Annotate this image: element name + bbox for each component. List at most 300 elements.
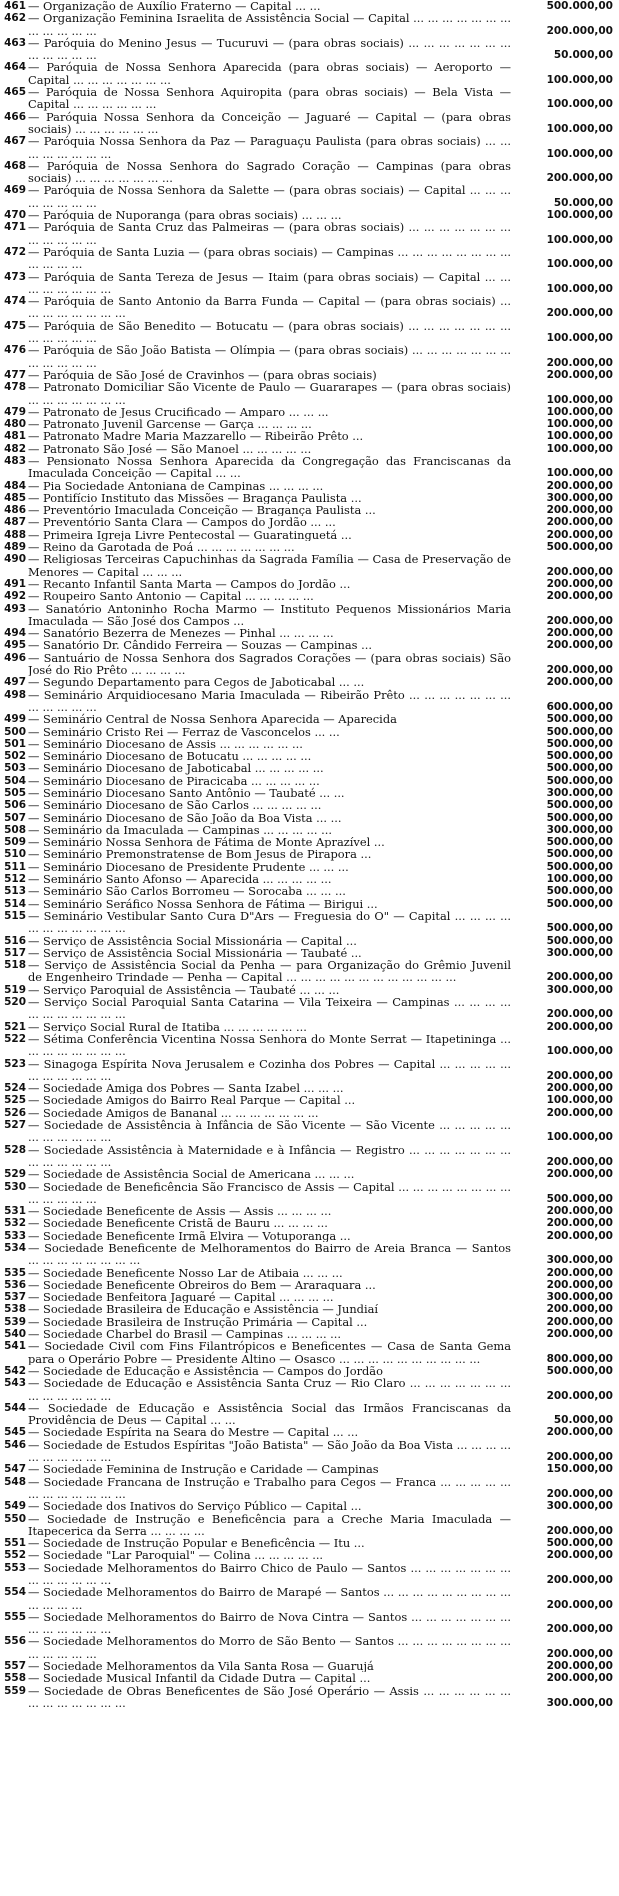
entry-amount: 200.000,00 <box>546 479 613 492</box>
list-item <box>4 12 613 37</box>
list-item <box>4 1230 613 1242</box>
entry-number: 539 <box>4 1315 26 1328</box>
entry-number: 507 <box>4 811 26 824</box>
entry-amount: 600.000,00 <box>546 700 613 713</box>
entry-amount: 500.000,00 <box>546 762 613 775</box>
entry-number: 467 <box>4 135 26 148</box>
entry-description: — Paróquia de São José de Cravinhos — (para obras sociais) <box>28 368 377 382</box>
list-item <box>4 1685 613 1710</box>
entry-amount: 100.000,00 <box>546 209 613 222</box>
entry-description: — Serviço Social Paroquial Santa Catarina — Vila Teixeira — Campinas ... ... ... ... ... ... ... ... ... ... ... <box>28 996 511 1021</box>
entry-amount: 200.000,00 <box>546 1672 613 1685</box>
entry-description: — Sociedade Beneficente Irmã Elvira — Votuporanga ... <box>28 1229 351 1242</box>
entry-amount: 200.000,00 <box>546 1229 613 1242</box>
entry-amount: 100.000,00 <box>546 873 613 886</box>
entry-description: — Sociedade de Assistência à Infância de São Vicente — São Vicente ... ... ... ... ... ... ... ... ... ... ... <box>28 1119 511 1144</box>
entry-description: — Patronato São José — São Manoel ... ... ... ... ... <box>28 442 312 455</box>
entry-amount: 200.000,00 <box>546 1574 613 1586</box>
entry-description: — Paróquia de Santa Luzia — (para obras sociais) — Campinas ... ... ... ... ... ... ... ... ... ... ... ... <box>28 245 511 271</box>
entry-description: — Paróquia de Santa Tereza de Jesus — Itaim (para obras sociais) — Capital ... ... ... ... ... ... ... ... <box>28 270 511 296</box>
list-item <box>4 1217 613 1229</box>
entry-description: — Sociedade Amigos do Bairro Real Parque — Capital ... <box>28 1094 356 1107</box>
entry-description: — Segundo Departamento para Cegos de Jaboticabal ... ... <box>28 676 365 689</box>
list-item <box>4 480 613 492</box>
list-item <box>4 799 613 811</box>
list-item <box>4 1144 613 1169</box>
list-item <box>4 344 613 369</box>
entry-number: 496 <box>4 651 26 664</box>
list-item <box>4 627 613 639</box>
entry-amount: 100.000,00 <box>546 418 613 431</box>
entry-number: 492 <box>4 590 26 603</box>
entry-number: 498 <box>4 688 26 701</box>
entry-number: 529 <box>4 1168 26 1181</box>
entry-amount: 200.000,00 <box>546 1069 613 1082</box>
entry-description: — Seminário Diocesano de São João da Boa Vista ... ... <box>28 811 342 824</box>
entry-description: — Sociedade Francana de Instrução e Trabalho para Cegos — Franca ... ... ... ... ... ... ... ... ... ... ... ... <box>28 1475 511 1501</box>
entry-number: 549 <box>4 1500 26 1513</box>
entry-amount: 100.000,00 <box>546 467 613 480</box>
entry-description: — Reino da Garotada de Poá ... ... ... ... ... ... ... <box>28 541 295 554</box>
entry-amount: 200.000,00 <box>546 1082 613 1095</box>
list-item <box>4 1500 613 1512</box>
list-item <box>4 1168 613 1180</box>
entry-description: — Seminário Diocesano de Presidente Prudente ... ... ... <box>28 860 349 874</box>
entry-number: 516 <box>4 934 26 947</box>
entry-number: 488 <box>4 528 26 541</box>
entry-description: — Serviço Paroquial de Assistência — Taubaté ... ... ... <box>28 983 340 997</box>
list-item <box>4 676 613 688</box>
list-item <box>4 1476 613 1501</box>
entry-number: 476 <box>4 344 26 357</box>
entry-amount: 300.000,00 <box>546 823 613 836</box>
entry-amount: 100.000,00 <box>546 258 613 271</box>
entry-number: 481 <box>4 430 26 443</box>
entry-number: 471 <box>4 221 26 234</box>
entry-description: — Sociedade Melhoramentos do Bairro de Nova Cintra — Santos ... ... ... ... ... ... ... ... ... ... ... ... ... <box>28 1610 511 1636</box>
entry-amount: 100.000,00 <box>546 430 613 443</box>
entry-number: 532 <box>4 1217 26 1230</box>
entry-description: — Seminário Diocesano de Assis ... ... ... ... ... ... <box>28 737 303 751</box>
entry-description: — Religiosas Terceiras Capuchinhas da Sagrada Família — Casa de Preservação de Menores — Capital ... ... ... <box>28 553 511 578</box>
entry-description: — Sociedade Melhoramentos do Morro de São Bento — Santos ... ... ... ... ... ... ... ... ... ... ... ... ... <box>28 1635 511 1661</box>
entry-description: — Seminário Diocesano Santo Antônio — Taubaté ... ... <box>28 787 345 800</box>
list-item <box>4 553 613 578</box>
entry-description: — Seminário Diocesano de Jaboticabal ... ... ... ... ... <box>28 762 324 775</box>
entry-description: — Roupeiro Santo Antonio — Capital ... ... ... ... ... <box>28 590 314 603</box>
list-item <box>4 1242 613 1267</box>
entry-amount: 100.000,00 <box>546 233 613 246</box>
entry-description: — Paróquia de Santo Antonio da Barra Funda — Capital — (para obras sociais) ... ... ... ... ... ... ... ... <box>28 295 511 320</box>
entry-amount: 500.000,00 <box>546 934 613 947</box>
entry-number: 548 <box>4 1475 26 1488</box>
list-item <box>4 1082 613 1094</box>
entry-amount: 200.000,00 <box>546 1008 613 1021</box>
entry-description: — Paróquia Nossa Senhora da Paz — Paraguaçu Paulista (para obras sociais) ... ... ... ... ... ... ... ... <box>28 135 511 160</box>
entry-description: — Sociedade Brasileira de Instrução Primária — Capital ... <box>28 1315 368 1329</box>
list-item <box>4 1513 613 1538</box>
entry-number: 512 <box>4 873 26 886</box>
entry-description: — Sociedade Melhoramentos do Bairro Chico de Paulo — Santos ... ... ... ... ... ... ... ... ... ... ... ... ... <box>28 1561 511 1587</box>
entry-amount: 200.000,00 <box>546 1598 613 1611</box>
list-item <box>4 0 613 12</box>
entry-amount: 100.000,00 <box>546 1045 613 1058</box>
list-item <box>4 111 613 136</box>
entry-number: 546 <box>4 1438 26 1451</box>
entry-description: — Seminário Cristo Rei — Ferraz de Vasconcelos ... ... <box>28 725 340 738</box>
list-item <box>4 1267 613 1279</box>
list-item <box>4 1549 613 1561</box>
entry-description: — Pontifício Instituto das Missões — Bragança Paulista ... <box>28 491 362 505</box>
entry-number: 497 <box>4 676 26 689</box>
entry-amount: 200.000,00 <box>546 516 613 529</box>
entry-description: — Sociedade Amiga dos Pobres — Santa Izabel ... ... ... <box>28 1082 344 1095</box>
list-item <box>4 221 613 246</box>
list-item <box>4 1672 613 1684</box>
entry-number: 547 <box>4 1463 26 1476</box>
entry-description: — Seminário Vestibular Santo Cura D"Ars — Freguesia do O" — Capital ... ... ... ... ... ... ... ... ... ... ... <box>28 909 511 935</box>
entry-amount: 500.000,00 <box>546 713 613 726</box>
entry-description: — Seminário Nossa Senhora de Fátima de Monte Aprazível ... <box>28 836 385 849</box>
entry-amount: 200.000,00 <box>546 1524 613 1537</box>
entry-amount: 500.000,00 <box>546 725 613 738</box>
entry-number: 556 <box>4 1635 26 1648</box>
entry-number: 489 <box>4 541 26 554</box>
entry-amount: 100.000,00 <box>546 1131 613 1144</box>
list-item <box>4 762 613 774</box>
entry-description: — Seminário Premonstratense de Bom Jesus de Pirapora ... <box>28 848 372 861</box>
list-item <box>4 836 613 848</box>
entry-description: — Sociedade "Lar Paroquial" — Colina ... ... ... ... ... <box>28 1549 324 1562</box>
entry-description: — Patronato de Jesus Crucificado — Amparo ... ... ... <box>28 405 329 419</box>
list-item <box>4 246 613 271</box>
entry-amount: 200.000,00 <box>546 1205 613 1218</box>
list-item <box>4 639 613 651</box>
entry-number: 535 <box>4 1266 26 1279</box>
entry-amount: 500.000,00 <box>546 0 613 12</box>
entry-number: 484 <box>4 479 26 492</box>
list-item <box>4 775 613 787</box>
entry-amount: 200.000,00 <box>546 1155 613 1168</box>
entry-amount: 300.000,00 <box>546 787 613 799</box>
entry-description: — Sociedade de Instrução Popular e Beneficência — Itu ... <box>28 1537 365 1550</box>
list-item <box>4 1058 613 1083</box>
entry-number: 466 <box>4 110 26 123</box>
entry-amount: 200.000,00 <box>546 676 613 689</box>
entry-number: 510 <box>4 848 26 861</box>
entry-description: — Sanatório Antoninho Rocha Marmo — Instituto Pequenos Missionários Maria Imaculada — São José dos Campos ... <box>28 602 511 628</box>
entry-description: — Paróquia de Nossa Senhora do Sagrado Coração — Campinas (para obras sociais) ... ... ... ... ... ... ... <box>28 159 511 185</box>
list-item <box>4 959 613 984</box>
entry-number: 518 <box>4 959 26 972</box>
entry-number: 494 <box>4 627 26 640</box>
entry-description: — Paróquia de Nossa Senhora Aquiropita (para obras sociais) — Bela Vista — Capital ... ... ... ... ... ... <box>28 86 511 111</box>
list-item <box>4 1377 613 1402</box>
entry-number: 520 <box>4 996 26 1009</box>
entry-description: — Sociedade Assistência à Maternidade e à Infância — Registro ... ... ... ... ... ... ... ... ... ... ... ... ... <box>28 1143 511 1169</box>
entry-number: 545 <box>4 1426 26 1439</box>
entry-description: — Sanatório Dr. Cândido Ferreira — Souzas — Campinas ... <box>28 639 372 652</box>
entry-number: 541 <box>4 1340 26 1353</box>
list-item <box>4 1402 613 1427</box>
entry-amount: 200.000,00 <box>546 172 613 185</box>
entry-number: 495 <box>4 639 26 652</box>
list-item <box>4 1562 613 1587</box>
entry-description: — Serviço de Assistência Social Missionária — Taubaté ... <box>28 946 362 960</box>
entry-amount: 200.000,00 <box>546 577 613 590</box>
list-item <box>4 406 613 418</box>
list-item <box>4 443 613 455</box>
entry-number: 473 <box>4 270 26 283</box>
entry-description: — Pia Sociedade Antoniana de Campinas ... ... ... ... <box>28 479 324 492</box>
entry-number: 550 <box>4 1512 26 1525</box>
list-item <box>4 1119 613 1144</box>
entry-number: 515 <box>4 909 26 922</box>
entry-amount: 200.000,00 <box>546 1328 613 1341</box>
entry-number: 554 <box>4 1586 26 1599</box>
entry-number: 465 <box>4 86 26 99</box>
entry-amount: 200.000,00 <box>546 614 613 627</box>
entry-description: — Sociedade de Assistência Social de Americana ... ... ... <box>28 1168 355 1181</box>
entry-amount: 200.000,00 <box>546 1487 613 1500</box>
entry-amount: 200.000,00 <box>546 565 613 578</box>
list-item <box>4 996 613 1021</box>
entry-amount: 200.000,00 <box>546 664 613 677</box>
entry-amount: 200.000,00 <box>546 1278 613 1291</box>
entry-number: 491 <box>4 577 26 590</box>
entry-amount: 200.000,00 <box>546 1623 613 1636</box>
entry-description: — Sociedade Beneficente de Melhoramentos do Bairro de Areia Branca — Santos ... ... ... ... ... ... ... ... <box>28 1241 511 1267</box>
entry-description: — Seminário Diocesano de Piracicaba ... ... ... ... ... <box>28 774 320 787</box>
entry-description: — Sociedade de Educação e Assistência Santa Cruz — Rio Claro ... ... ... ... ... ... ... ... ... ... ... ... ... <box>28 1377 511 1402</box>
entry-number: 522 <box>4 1032 26 1045</box>
entry-description: — Patronato Madre Maria Mazzarello — Ribeirão Prêto ... <box>28 430 364 443</box>
entry-description: — Primeira Igreja Livre Pentecostal — Guaratinguetá ... <box>28 528 352 542</box>
entry-number: 472 <box>4 245 26 258</box>
entry-number: 533 <box>4 1229 26 1242</box>
entry-amount: 500.000,00 <box>546 799 613 812</box>
entry-number: 477 <box>4 368 26 381</box>
list-item <box>4 1365 613 1377</box>
list-item <box>4 1181 613 1206</box>
entry-amount: 200.000,00 <box>546 528 613 541</box>
entry-amount: 200.000,00 <box>546 24 613 37</box>
entry-number: 505 <box>4 787 26 799</box>
entry-number: 469 <box>4 184 26 197</box>
entry-description: — Sociedade Espírita na Seara do Mestre — Capital ... ... <box>28 1426 359 1439</box>
list-item <box>4 1660 613 1672</box>
entry-amount: 500.000,00 <box>546 1537 613 1550</box>
list-item <box>4 603 613 628</box>
entry-number: 540 <box>4 1328 26 1341</box>
entry-amount: 500.000,00 <box>546 860 613 873</box>
entry-number: 483 <box>4 454 26 467</box>
list-item <box>4 885 613 897</box>
entry-description: — Paróquia de São Benedito — Botucatu — (para obras sociais) ... ... ... ... ... ... ... ... ... ... ... ... <box>28 319 511 345</box>
entry-description: — Seminário Central de Nossa Senhora Aparecida — Aparecida <box>28 713 397 726</box>
list-item <box>4 295 613 320</box>
entry-amount: 200.000,00 <box>546 1303 613 1316</box>
entry-amount: 100.000,00 <box>546 122 613 135</box>
list-item <box>4 590 613 602</box>
entry-description: — Preventório Santa Clara — Campos do Jordão ... ... <box>28 516 336 529</box>
entry-amount: 100.000,00 <box>546 332 613 345</box>
entry-description: — Sociedade dos Inativos do Serviço Público — Capital ... <box>28 1500 362 1513</box>
entry-number: 486 <box>4 504 26 517</box>
entry-number: 463 <box>4 36 26 49</box>
list-item <box>4 713 613 725</box>
entry-description: — Sociedade Beneficente Nosso Lar de Atibaia ... ... ... <box>28 1266 343 1279</box>
entry-number: 555 <box>4 1610 26 1623</box>
entry-description: — Sociedade Melhoramentos do Bairro de Marapé — Santos ... ... ... ... ... ... ... ... ... ... ... ... ... <box>28 1586 511 1611</box>
entry-amount: 200.000,00 <box>546 1426 613 1439</box>
list-item <box>4 1586 613 1611</box>
list-item <box>4 1303 613 1315</box>
entry-number: 536 <box>4 1278 26 1291</box>
list-item <box>4 271 613 296</box>
entry-number: 479 <box>4 405 26 418</box>
entry-number: 514 <box>4 897 26 910</box>
entry-description: — Serviço Social Rural de Itatiba ... ... ... ... ... ... <box>28 1020 307 1033</box>
list-item <box>4 726 613 738</box>
entry-number: 493 <box>4 602 26 615</box>
entry-description: — Seminário Arquidiocesano Maria Imaculada — Ribeirão Prêto ... ... ... ... ... ... ... ... ... ... ... ... <box>28 688 511 714</box>
entry-number: 511 <box>4 860 26 873</box>
list-item <box>4 1205 613 1217</box>
list-item <box>4 1635 613 1660</box>
entry-description: — Sociedade de Instrução e Beneficência para a Creche Maria Imaculada — Itapecerica da Serra ... ... ... ... <box>28 1512 511 1538</box>
entry-description: — Seminário Seráfico Nossa Senhora de Fátima — Birigui ... <box>28 897 378 910</box>
entry-number: 543 <box>4 1377 26 1390</box>
entry-description: — Sanatório Bezerra de Menezes — Pinhal ... ... ... ... <box>28 627 334 640</box>
list-item <box>4 910 613 935</box>
entry-amount: 100.000,00 <box>546 98 613 111</box>
entry-description: — Serviço de Assistência Social da Penha — para Organização do Grêmio Juvenil de Engenheiro Trindade — Penha — Capital ... ... ... ... ... ... ... ... ... ... ... ... <box>28 959 511 984</box>
entry-description: — Sociedade de Beneficência São Francisco de Assis — Capital ... ... ... ... ... ... ... ... ... ... ... ... ... <box>28 1180 511 1206</box>
entry-number: 552 <box>4 1549 26 1562</box>
entry-description: — Sociedade Musical Infantil da Cidade Dutra — Capital ... <box>28 1672 371 1685</box>
list-item <box>4 37 613 62</box>
list-item <box>4 61 613 86</box>
entry-description: — Sétima Conferência Vicentina Nossa Senhora do Monte Serrat — Itapetininga ... ... ... ... ... ... ... ... <box>28 1032 511 1058</box>
entry-number: 504 <box>4 774 26 787</box>
list-item <box>4 1439 613 1464</box>
entry-description: — Seminário da Imaculada — Campinas ... ... ... ... ... <box>28 823 332 837</box>
list-item <box>4 861 613 873</box>
list-item <box>4 1340 613 1365</box>
entry-description: — Santuário de Nossa Senhora dos Sagrados Corações — (para obras sociais) São José do Rio Prêto ... ... ... ... <box>28 651 511 677</box>
entry-amount: 500.000,00 <box>546 1192 613 1205</box>
entry-amount: 200.000,00 <box>546 368 613 381</box>
entry-number: 551 <box>4 1537 26 1550</box>
entry-amount: 200.000,00 <box>546 639 613 652</box>
list-item <box>4 873 613 885</box>
entry-amount: 200.000,00 <box>546 1389 613 1402</box>
entry-amount: 100.000,00 <box>546 405 613 418</box>
entry-amount: 200.000,00 <box>546 1647 613 1660</box>
entry-amount: 500.000,00 <box>546 848 613 861</box>
entry-amount: 50.000,00 <box>553 196 613 209</box>
list-item <box>4 1094 613 1106</box>
entry-description: — Pensionato Nossa Senhora Aparecida da Congregação das Franciscanas da Imaculada Conceição — Capital ... ... <box>28 454 511 480</box>
list-item <box>4 898 613 910</box>
entry-amount: 500.000,00 <box>546 774 613 787</box>
entry-number: 502 <box>4 750 26 763</box>
entry-number: 482 <box>4 442 26 455</box>
list-item <box>4 1328 613 1340</box>
entry-amount: 200.000,00 <box>546 1315 613 1328</box>
entry-amount: 50.000,00 <box>553 49 613 62</box>
entry-number: 462 <box>4 12 26 25</box>
entry-amount: 200.000,00 <box>546 971 613 984</box>
entry-description: — Seminário Santo Afonso — Aparecida ... ... ... ... ... <box>28 873 332 886</box>
entry-amount: 300.000,00 <box>546 1254 613 1267</box>
entry-amount: 200.000,00 <box>546 1266 613 1279</box>
list-item <box>4 516 613 528</box>
entry-description: — Sociedade Civil com Fins Filantrópicos e Beneficentes — Casa de Santa Gema para o Operário Pobre — Presidente Altino — Osasco ... ... ... ... ... ... ... ... ... ... <box>28 1340 511 1365</box>
entry-description: — Paróquia de Nuporanga (para obras sociais) ... ... ... <box>28 209 342 222</box>
list-item <box>4 787 613 799</box>
entry-description: — Serviço de Assistência Social Missionária — Capital ... <box>28 934 357 947</box>
list-item <box>4 418 613 430</box>
entry-amount: 200.000,00 <box>546 1106 613 1119</box>
entry-number: 503 <box>4 762 26 775</box>
entry-amount: 100.000,00 <box>546 147 613 160</box>
entry-description: — Sociedade de Obras Beneficentes de São José Operário — Assis ... ... ... ... ... ... ... ... ... ... ... ... ... <box>28 1684 511 1710</box>
entry-amount: 100.000,00 <box>546 282 613 295</box>
entry-amount: 200.000,00 <box>546 356 613 369</box>
entry-description: — Sociedade Beneficente Cristã de Bauru ... ... ... ... <box>28 1217 328 1230</box>
list-item <box>4 1021 613 1033</box>
list-item <box>4 824 613 836</box>
entry-number: 500 <box>4 725 26 738</box>
entry-number: 544 <box>4 1401 26 1414</box>
entry-amount: 500.000,00 <box>546 885 613 898</box>
entry-amount: 300.000,00 <box>546 1696 613 1709</box>
entry-amount: 200.000,00 <box>546 307 613 320</box>
entry-amount: 200.000,00 <box>546 1549 613 1562</box>
entry-amount: 200.000,00 <box>546 627 613 640</box>
entry-number: 470 <box>4 209 26 222</box>
entry-number: 461 <box>4 0 26 12</box>
entry-number: 485 <box>4 491 26 504</box>
entry-number: 475 <box>4 319 26 332</box>
entry-description: — Paróquia Nossa Senhora da Conceição — Jaguaré — Capital — (para obras sociais) ... ... ... ... ... ... <box>28 110 511 136</box>
list-item <box>4 504 613 516</box>
entry-amount: 100.000,00 <box>546 73 613 86</box>
list-item <box>4 1033 613 1058</box>
entry-description: — Paróquia de São João Batista — Olímpia — (para obras sociais) ... ... ... ... ... ... ... ... ... ... ... ... <box>28 344 511 369</box>
entry-description: — Sociedade Amigos de Bananal ... ... ... ... ... ... ... <box>28 1106 319 1120</box>
entry-number: 501 <box>4 737 26 750</box>
entry-number: 523 <box>4 1057 26 1070</box>
entry-description: — Paróquia de Nossa Senhora da Salette — (para obras sociais) — Capital ... ... ... ... ... ... ... ... <box>28 184 511 210</box>
list-item <box>4 1291 613 1303</box>
list-item <box>4 529 613 541</box>
list-item <box>4 209 613 221</box>
list-item <box>4 320 613 345</box>
list-item <box>4 1611 613 1636</box>
entry-amount: 800.000,00 <box>546 1352 613 1365</box>
list-item <box>4 135 613 160</box>
entry-amount: 500.000,00 <box>546 922 613 935</box>
entry-description: — Paróquia de Santa Cruz das Palmeiras — (para obras sociais) ... ... ... ... ... ... ... ... ... ... ... ... <box>28 221 511 246</box>
entry-amount: 50.000,00 <box>553 1414 613 1427</box>
list-item <box>4 689 613 714</box>
entry-amount: 300.000,00 <box>546 491 613 504</box>
entry-number: 553 <box>4 1561 26 1574</box>
list-item <box>4 369 613 381</box>
